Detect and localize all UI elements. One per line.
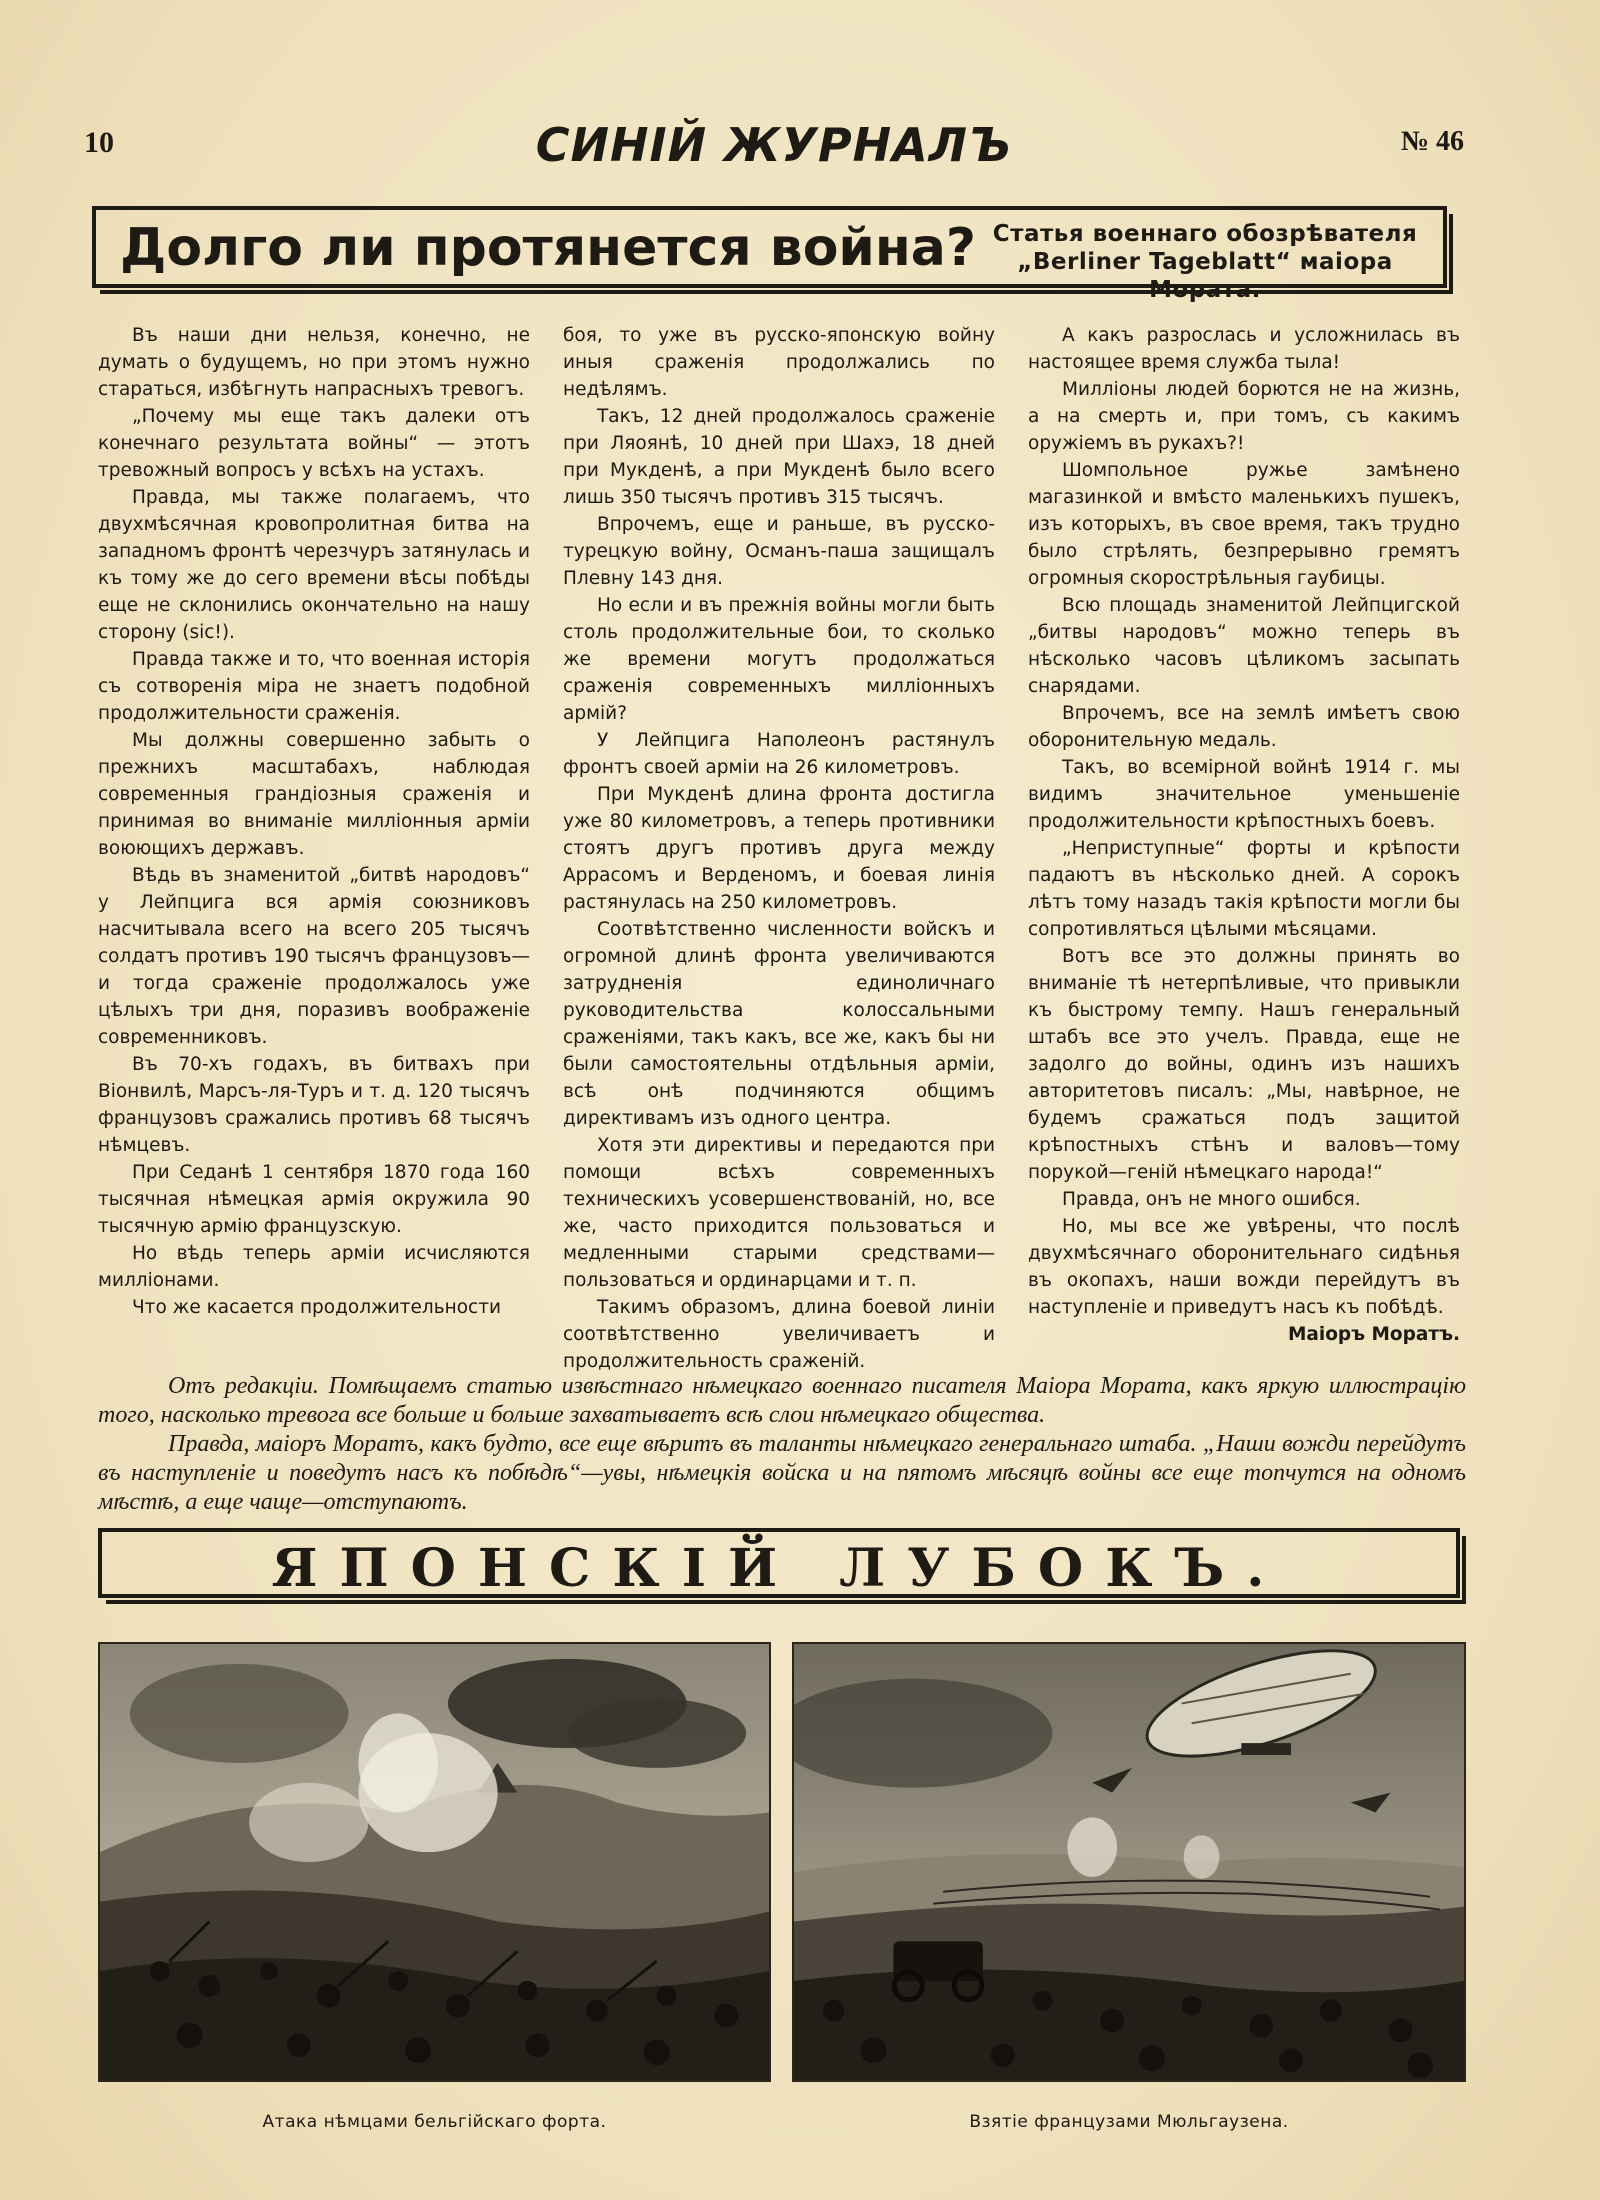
editorial-note <box>98 1372 1466 1517</box>
paragraph: Но вѣдь теперь арміи исчисляются милліонами. <box>98 1243 530 1291</box>
paragraph: „Почему мы еще такъ далеки отъ конечнаго результата войны“ — этотъ тревожный вопросъ у всѣхъ на устахъ. <box>98 406 530 481</box>
article-column-1 <box>98 322 530 1375</box>
article-title-box <box>92 206 1447 303</box>
paragraph: „Неприступные“ форты и крѣпости падаютъ въ нѣсколько дней. А сорокъ лѣтъ тому назадъ такія крѣпости могли бы сопротивляться цѣлыми мѣсяцами. <box>1028 838 1460 940</box>
paragraph: Въ наши дни нельзя, конечно, не думать о будущемъ, но при этомъ нужно стараться, избѣгнуть напрасныхъ тревогъ. <box>98 325 530 400</box>
paragraph: Но если и въ прежнія войны могли быть столь продолжительные бои, то сколько же времени могутъ продолжаться сраженія современныхъ милліонныхъ армій? <box>563 595 995 724</box>
editorial-paragraph-2: Правда, маіоръ Моратъ, какъ будто, все еще вѣритъ въ таланты нѣмецкаго генеральнаго штаба. „Наши вожди перейдутъ въ наступленіе и поведутъ насъ къ побѣдѣ“—увы, нѣмецкія войска и на пятомъ мѣсяцѣ войны все еще топчутся на одномъ мѣстѣ, а еще чаще—отступаютъ. <box>98 1431 1466 1515</box>
paragraph: Всю площадь знаменитой Лейпцигской „битвы народовъ“ можно теперь въ нѣсколько часовъ цѣликомъ засыпать снарядами. <box>1028 595 1460 697</box>
paragraph: Правда, мы также полагаемъ, что двухмѣсячная кровопролитная битва на западномъ фронтѣ черезчуръ затянулась и къ тому же до сего времени вѣсы побѣды еще не склонились окончательно на нашу сторону (sic!). <box>98 487 530 643</box>
paragraph: Вѣдь въ знаменитой „битвѣ народовъ“ у Лейпцига вся армія союзниковъ насчитывала всего на всего 205 тысячъ солдатъ противъ 190 тысячъ французовъ—и тогда сраженіе продолжалось уже цѣлыхъ три дня, поразивъ воображеніе современниковъ. <box>98 865 530 1048</box>
paragraph: Хотя эти директивы и передаются при помощи всѣхъ современныхъ техническихъ усовершенствованій, но, все же, часто приходится пользоваться и медленными старыми средствами—пользоваться и ординарцами и т. п. <box>563 1135 995 1291</box>
paragraph: Такимъ образомъ, длина боевой линіи соотвѣтственно увеличиваетъ и продолжительность сраженій. <box>563 1297 995 1372</box>
paragraph: боя, то уже въ русско-японскую войну иныя сраженія продолжались по недѣлямъ. <box>563 325 995 400</box>
paragraph: Правда, онъ не много ошибся. <box>1062 1189 1361 1210</box>
paragraph: Что же касается продолжительности <box>132 1297 501 1318</box>
article-column-2 <box>563 322 995 1375</box>
paragraph: У Лейпцига Наполеонъ растянулъ фронтъ своей арміи на 26 километровъ. <box>563 730 995 778</box>
article-byline <box>985 220 1425 304</box>
masthead: СИНІЙ ЖУРНАЛЪ <box>535 118 1013 172</box>
editorial-paragraph-1: Отъ редакціи. Помѣщаемъ статью извѣстнаго нѣмецкаго военнаго писателя Маіора Мората, какъ яркую иллюстрацію того, насколько тревога все больше и больше захватываетъ всѣ слои нѣмецкаго общества. <box>98 1373 1466 1428</box>
fort-attack-image <box>100 1644 769 2080</box>
paragraph: Соотвѣтственно численности войскъ и огромной длинѣ фронта увеличиваются затрудненія единоличнаго руководительства колоссальными сраженіями, такъ какъ, все же, какъ бы ни были самостоятельны отдѣльныя арміи, всѣ онѣ подчиняются общимъ директивамъ изъ одного центра. <box>563 919 995 1129</box>
paragraph: Но, мы все же увѣрены, что послѣ двухмѣсячнаго оборонительнаго сидѣнья въ окопахъ, наши вожди перейдутъ въ наступленіе и приведутъ насъ къ побѣдѣ. <box>1028 1216 1460 1318</box>
paragraph: Такъ, 12 дней продолжалось сраженіе при Ляоянѣ, 10 дней при Шахэ, 18 дней при Мукденѣ, а при Мукденѣ было всего лишь 350 тысячъ противъ 315 тысячъ. <box>563 406 995 508</box>
issue-number: № 46 <box>1400 126 1464 157</box>
paragraph: Впрочемъ, еще и раньше, въ русско-турецкую войну, Османъ-паша защищалъ Плевну 143 дня. <box>563 514 995 589</box>
fort-attack-illustration <box>98 1642 771 2082</box>
byline-line-1: Статья военнаго обозрѣвателя <box>992 221 1418 247</box>
page-header <box>84 118 1464 178</box>
paragraph: Мы должны совершенно забыть о прежнихъ масштабахъ, наблюдая современныя грандіозныя сраженія и принимая во вниманіе милліонныя арміи воюющихъ державъ. <box>98 730 530 859</box>
left-picture-caption: Атака нѣмцами бельгійскаго форта. <box>262 2112 607 2132</box>
paragraph: Шомпольное ружье замѣнено магазинкой и вмѣсто маленькихъ пушекъ, изъ которыхъ, въ свое время, такъ трудно было стрѣлять, безпрерывно гремятъ огромныя скорострѣльныя гаубицы. <box>1028 460 1460 589</box>
lubok-title-box <box>98 1528 1460 1598</box>
article-columns <box>98 322 1460 1375</box>
paragraph: Милліоны людей борются не на жизнь, а на смерть и, при томъ, съ какимъ оружіемъ въ рукахъ?! <box>1028 379 1460 454</box>
paragraph: Вотъ все это должны принять во вниманіе тѣ нетерпѣливые, что привыкли къ быстрому темпу. Нашъ генеральный штабъ все это учелъ. Правда, еще не задолго до войны, одинъ изъ нашихъ авторитетовъ писалъ: „Мы, навѣрное, не будемъ сражаться подъ защитой крѣпостныхъ стѣнъ и валовъ—тому порукой—геній нѣмецкаго народа!“ <box>1028 946 1460 1183</box>
muhlhausen-illustration <box>792 1642 1466 2082</box>
article-column-3 <box>1028 322 1460 1375</box>
right-picture-caption: Взятіе французами Мюльгаузена. <box>969 2112 1289 2132</box>
byline-line-2: „Berliner Tageblatt“ маіора Мората. <box>1017 249 1393 303</box>
page-number: 10 <box>84 126 114 159</box>
lubok-title: ЯПОНСКІЙ ЛУБОКЪ. <box>271 1538 1287 1599</box>
paragraph: При Седанѣ 1 сентября 1870 года 160 тысячная нѣмецкая армія окружила 90 тысячную армію французскую. <box>98 1162 530 1237</box>
paragraph: При Мукденѣ длина фронта достигла уже 80 километровъ, а теперь противники стоятъ другъ противъ друга между Аррасомъ и Верденомъ, и боевая линія растянулась на 250 километровъ. <box>563 784 995 913</box>
paragraph: Такъ, во всемірной войнѣ 1914 г. мы видимъ значительное уменьшеніе продолжительности крѣпостныхъ боевъ. <box>1028 757 1460 832</box>
muhlhausen-image <box>794 1644 1464 2080</box>
article-signature: Маіоръ Моратъ. <box>1287 1324 1460 1345</box>
paragraph: Въ 70-хъ годахъ, въ битвахъ при Віонвилѣ, Марсъ-ля-Туръ и т. д. 120 тысячъ французовъ сражались противъ 68 тысячъ нѣмцевъ. <box>98 1054 530 1156</box>
paragraph: А какъ разрослась и усложнилась въ настоящее время служба тыла! <box>1028 325 1460 373</box>
article-title: Долго ли протянется война? <box>120 218 977 278</box>
paragraph: Впрочемъ, все на землѣ имѣетъ свою оборонительную медаль. <box>1028 703 1460 751</box>
paragraph: Правда также и то, что военная исторія съ сотворенія міра не знаетъ подобной продолжительности сраженія. <box>98 649 530 724</box>
